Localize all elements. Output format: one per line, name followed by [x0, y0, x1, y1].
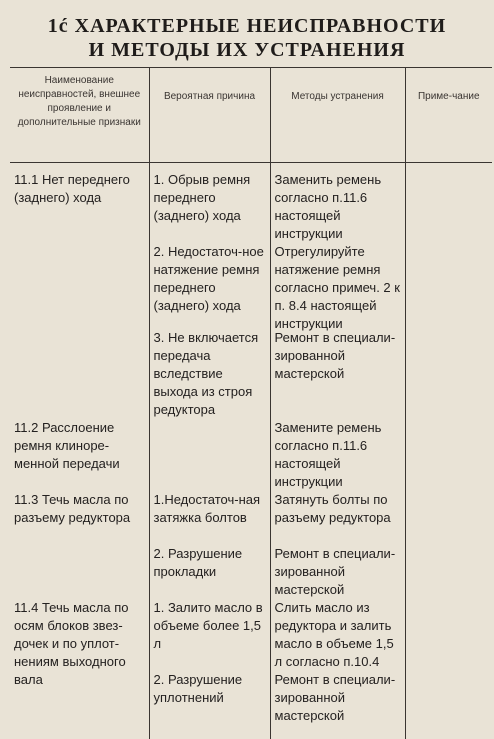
cause-text: 2. Недостаточ-ное натяжение ремня переднего (заднего) хода [153, 244, 264, 313]
section-title-line-1: 1ć ХАРАКТЕРНЫЕ НЕИСПРАВНОСТИ [47, 15, 447, 37]
cause-text: 3. Не включается передача вследствие выхода из строя редуктора [153, 330, 259, 417]
methods-cell [270, 419, 405, 491]
fault-cell [10, 599, 149, 739]
method-text: Заменить ремень согласно п.11.6 настоящей инструкции [274, 172, 382, 241]
table-row [10, 163, 492, 420]
table-row [10, 599, 492, 739]
note-cell [405, 491, 492, 599]
method-text: Ремонт в специали-зированной мастерской [274, 546, 396, 597]
header-methods: Методы устранения [270, 68, 405, 163]
note-cell [405, 599, 492, 739]
method-text: Затянуть болты по разъему редуктора [274, 492, 391, 525]
method-text: Слить масло из редуктора и залить масло в объеме 1,5 л согласно п.10.4 [274, 600, 394, 669]
header-fault: Наименование неисправностей, внешнее проявление и дополнительные признаки [10, 68, 149, 163]
cause-text: 1. Обрыв ремня переднего (заднего) хода [153, 172, 251, 223]
cause-cell [149, 419, 270, 491]
method-text: Отрегулируйте натяжение ремня согласно примеч. 2 к п. 8.4 настоящей инструкции [274, 244, 400, 331]
note-cell [405, 419, 492, 491]
fault-cell [10, 419, 149, 491]
section-title-line-2: И МЕТОДЫ ИХ УСТРАНЕНИЯ [88, 39, 406, 61]
faults-table [10, 67, 492, 739]
section-title [0, 14, 494, 62]
fault-text: 11.2 Расслоение ремня клиноре-менной передачи [14, 420, 120, 471]
methods-cell [270, 491, 405, 599]
method-text: Ремонт в специали-зированной мастерской [274, 672, 396, 723]
header-note: Приме-чание [405, 68, 492, 163]
fault-cell [10, 491, 149, 599]
cause-text: 2. Разрушение уплотнений [153, 672, 243, 705]
cause-text: 1.Недостаточ-ная затяжка болтов [153, 492, 261, 525]
fault-text: 11.3 Течь масла по разъему редуктора [14, 492, 131, 525]
methods-cell [270, 599, 405, 739]
table-header-row [10, 68, 492, 163]
cause-cell [149, 599, 270, 739]
header-cause: Вероятная причина [149, 68, 270, 163]
fault-text: 11.4 Течь масла по осям блоков звез-дочек и по уплот-нениям выходного вала [14, 600, 129, 687]
cause-text: 1. Залито масло в объеме более 1,5 л [153, 600, 263, 651]
table-row [10, 491, 492, 599]
method-text: Замените ремень согласно п.11.6 настоящей инструкции [274, 420, 382, 489]
cause-text: 2. Разрушение прокладки [153, 546, 243, 579]
method-text: Ремонт в специали-зированной мастерской [274, 330, 396, 381]
table-row [10, 419, 492, 491]
fault-cell [10, 163, 149, 420]
cause-cell [149, 491, 270, 599]
methods-cell [270, 163, 405, 420]
cause-cell [149, 163, 270, 420]
fault-text: 11.1 Нет переднего (заднего) хода [14, 172, 130, 205]
note-cell [405, 163, 492, 420]
